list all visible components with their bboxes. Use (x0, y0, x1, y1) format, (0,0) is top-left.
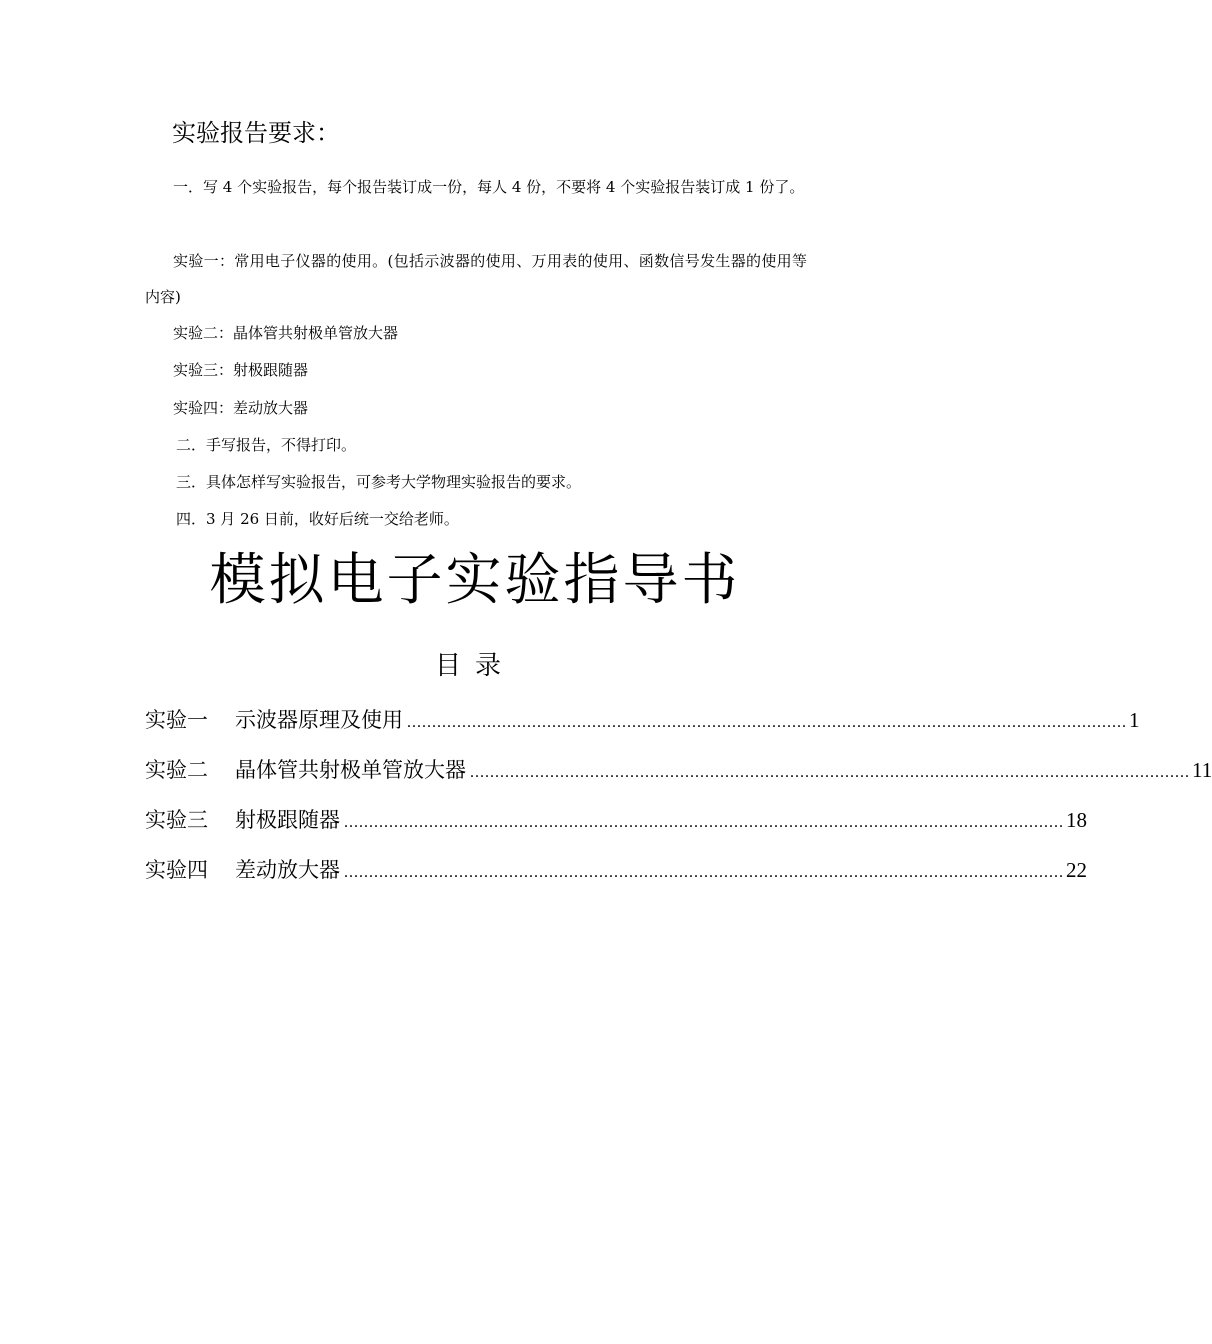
toc-heading: 目录 (434, 651, 515, 681)
toc-entry[interactable] (145, 752, 1212, 802)
toc-entry-number: 实验一 (145, 708, 208, 732)
experiment-4-description: 实验四：差动放大器 (173, 399, 309, 417)
requirement-item-2: 二．手写报告，不得打印。 (176, 436, 357, 454)
toc-entry-page: 1 (1129, 708, 1140, 732)
toc-entry[interactable] (145, 702, 1140, 752)
experiment-1-description: 实验一：常用电子仪器的使用。(包括示波器的使用、万用表的使用、函数信号发生器的使用等内容) (145, 252, 807, 306)
toc-entry-title: 示波器原理及使用 (235, 708, 403, 732)
toc-leader-dots: ................................................................................................................................................ (407, 714, 1127, 731)
toc-leader-dots: ................................................................................................................................................ (344, 814, 1064, 831)
toc-entry-page: 18 (1066, 808, 1087, 832)
experiment-3-description: 实验三：射极跟随器 (173, 361, 309, 379)
requirement-item-1: 一．写 4 个实验报告，每个报告装订成一份，每人 4 份，不要将 4 个实验报告装订成 1 份了。 (173, 178, 805, 196)
toc-entry-number: 实验三 (145, 808, 208, 832)
toc-leader-dots: ................................................................................................................................................ (344, 864, 1064, 881)
toc-entry-number: 实验四 (145, 858, 208, 882)
requirement-item-4: 四．3 月 26 日前，收好后统一交给老师。 (176, 510, 459, 528)
toc-entry-title: 射极跟随器 (235, 808, 340, 832)
experiment-2-description: 实验二：晶体管共射极单管放大器 (173, 324, 399, 342)
toc-entry-title: 差动放大器 (235, 858, 340, 882)
requirements-heading: 实验报告要求： (172, 119, 340, 147)
toc-entry-page: 11 (1192, 758, 1212, 782)
toc-entry-number: 实验二 (145, 758, 208, 782)
toc-entry[interactable] (145, 852, 1087, 902)
toc-entry-page: 22 (1066, 858, 1087, 882)
toc-leader-dots: ................................................................................................................................................ (470, 764, 1190, 781)
table-of-contents (145, 702, 1212, 902)
document-title: 模拟电子实验指导书 (209, 548, 741, 613)
toc-entry[interactable] (145, 802, 1087, 852)
requirement-item-3: 三．具体怎样写实验报告，可参考大学物理实验报告的要求。 (176, 473, 582, 491)
toc-entry-title: 晶体管共射极单管放大器 (235, 758, 466, 782)
